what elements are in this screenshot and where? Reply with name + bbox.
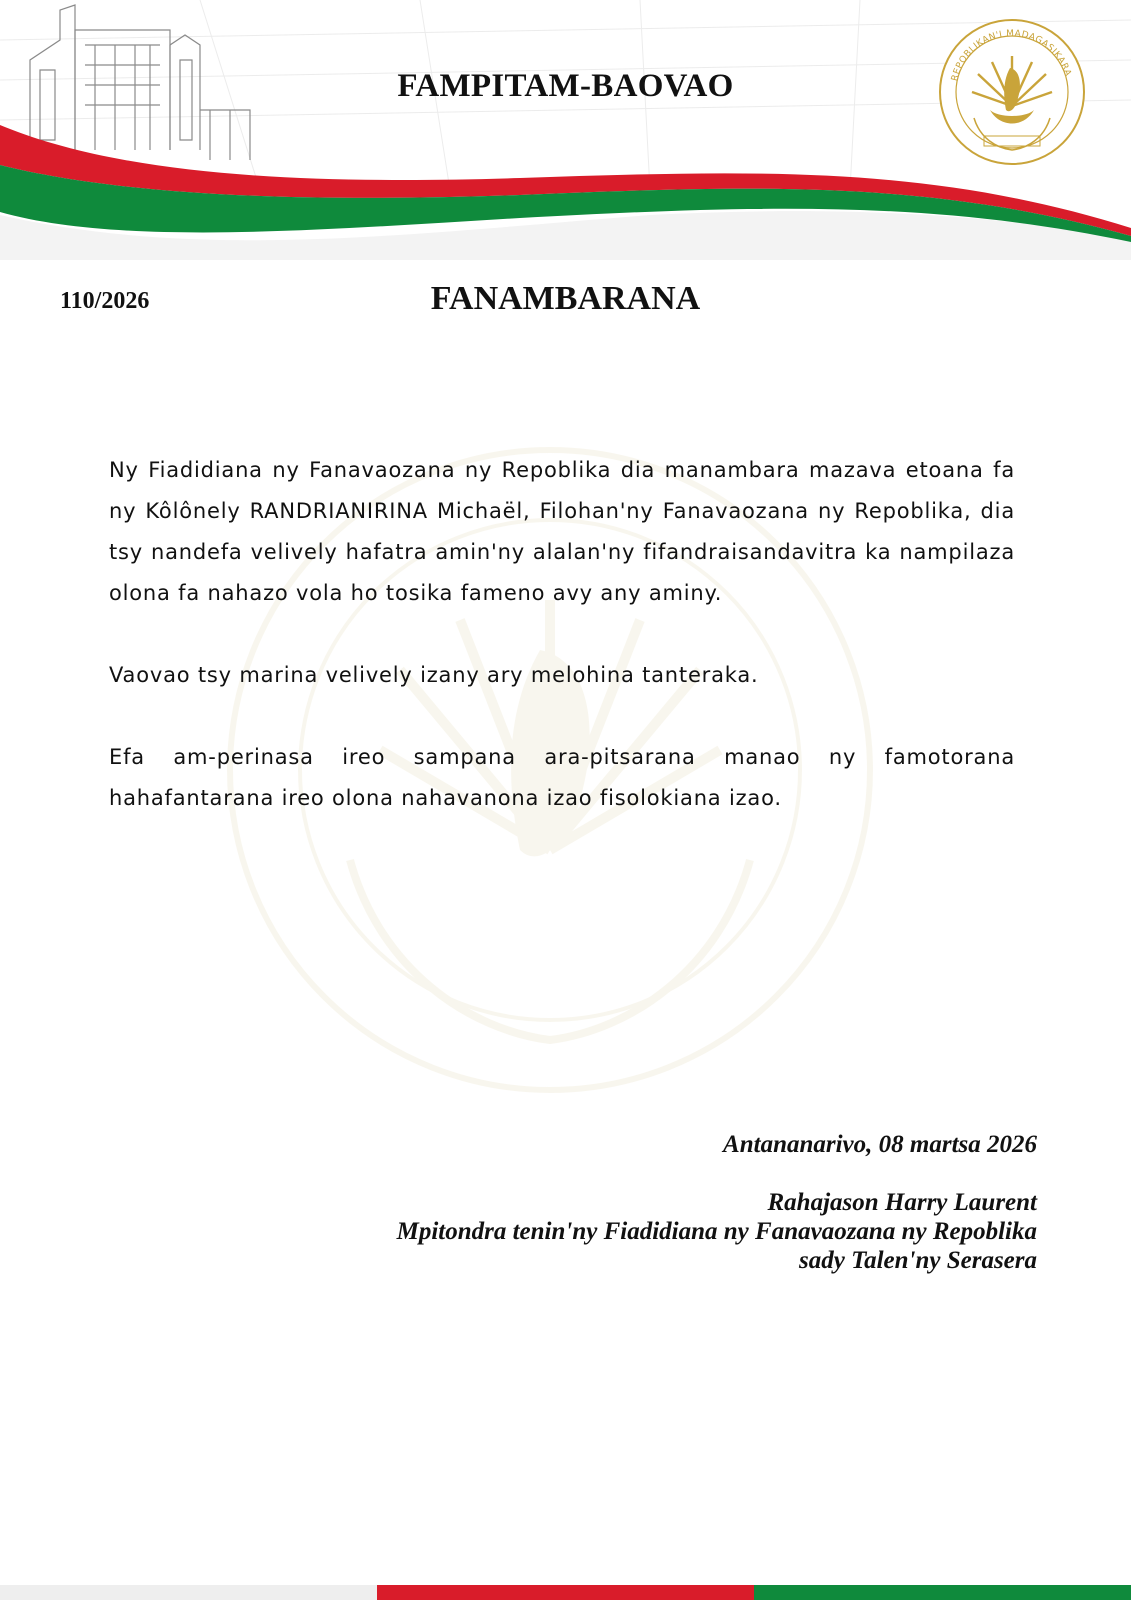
signature-block [397, 1130, 1037, 1275]
footer-color-bar [0, 1585, 1131, 1600]
footer-green-segment [754, 1585, 1131, 1600]
signatory-title-2: sady Talen'ny Serasera [799, 1247, 1037, 1274]
signatory-title: Mpitondra tenin'ny Fiadidiana ny Fanavaozana ny Repoblika [396, 1218, 1037, 1245]
body-paragraph: Efa am-perinasa ireo sampana ara-pitsarana manao ny famotorana hahafantarana ireo olona nahavanona izao fisolokiana izao. [109, 745, 1015, 810]
document-number: 110/2026 [60, 288, 150, 314]
signatory-name: Rahajason Harry Laurent [767, 1189, 1037, 1216]
body-paragraph: Vaovao tsy marina velively izany ary melohina tanteraka. [109, 663, 759, 687]
document-heading: FANAMBARANA [430, 280, 701, 317]
document-body [109, 450, 1015, 860]
footer-red-segment [377, 1585, 754, 1600]
footer-white-segment [0, 1585, 377, 1600]
header-title: FAMPITAM-BAOVAO [397, 68, 734, 104]
body-paragraph: Ny Fiadidiana ny Fanavaozana ny Repoblika dia manambara mazava etoana fa ny Kôlônely RANDRIANIRINA Michaël, Filohan'ny Fanavaozana ny Repoblika, dia tsy nandefa velively hafatra amin'ny alalan'ny fifandraisandavitra ka nampilaza olona fa nahazo vola ho tosika fameno avy any aminy. [109, 458, 1015, 605]
svg-text:REPOBLIKAN'I MADAGASIKARA: REPOBLIKAN'I MADAGASIKARA [950, 28, 1073, 83]
place-date: Antananarivo, 08 martsa 2026 [723, 1131, 1037, 1158]
